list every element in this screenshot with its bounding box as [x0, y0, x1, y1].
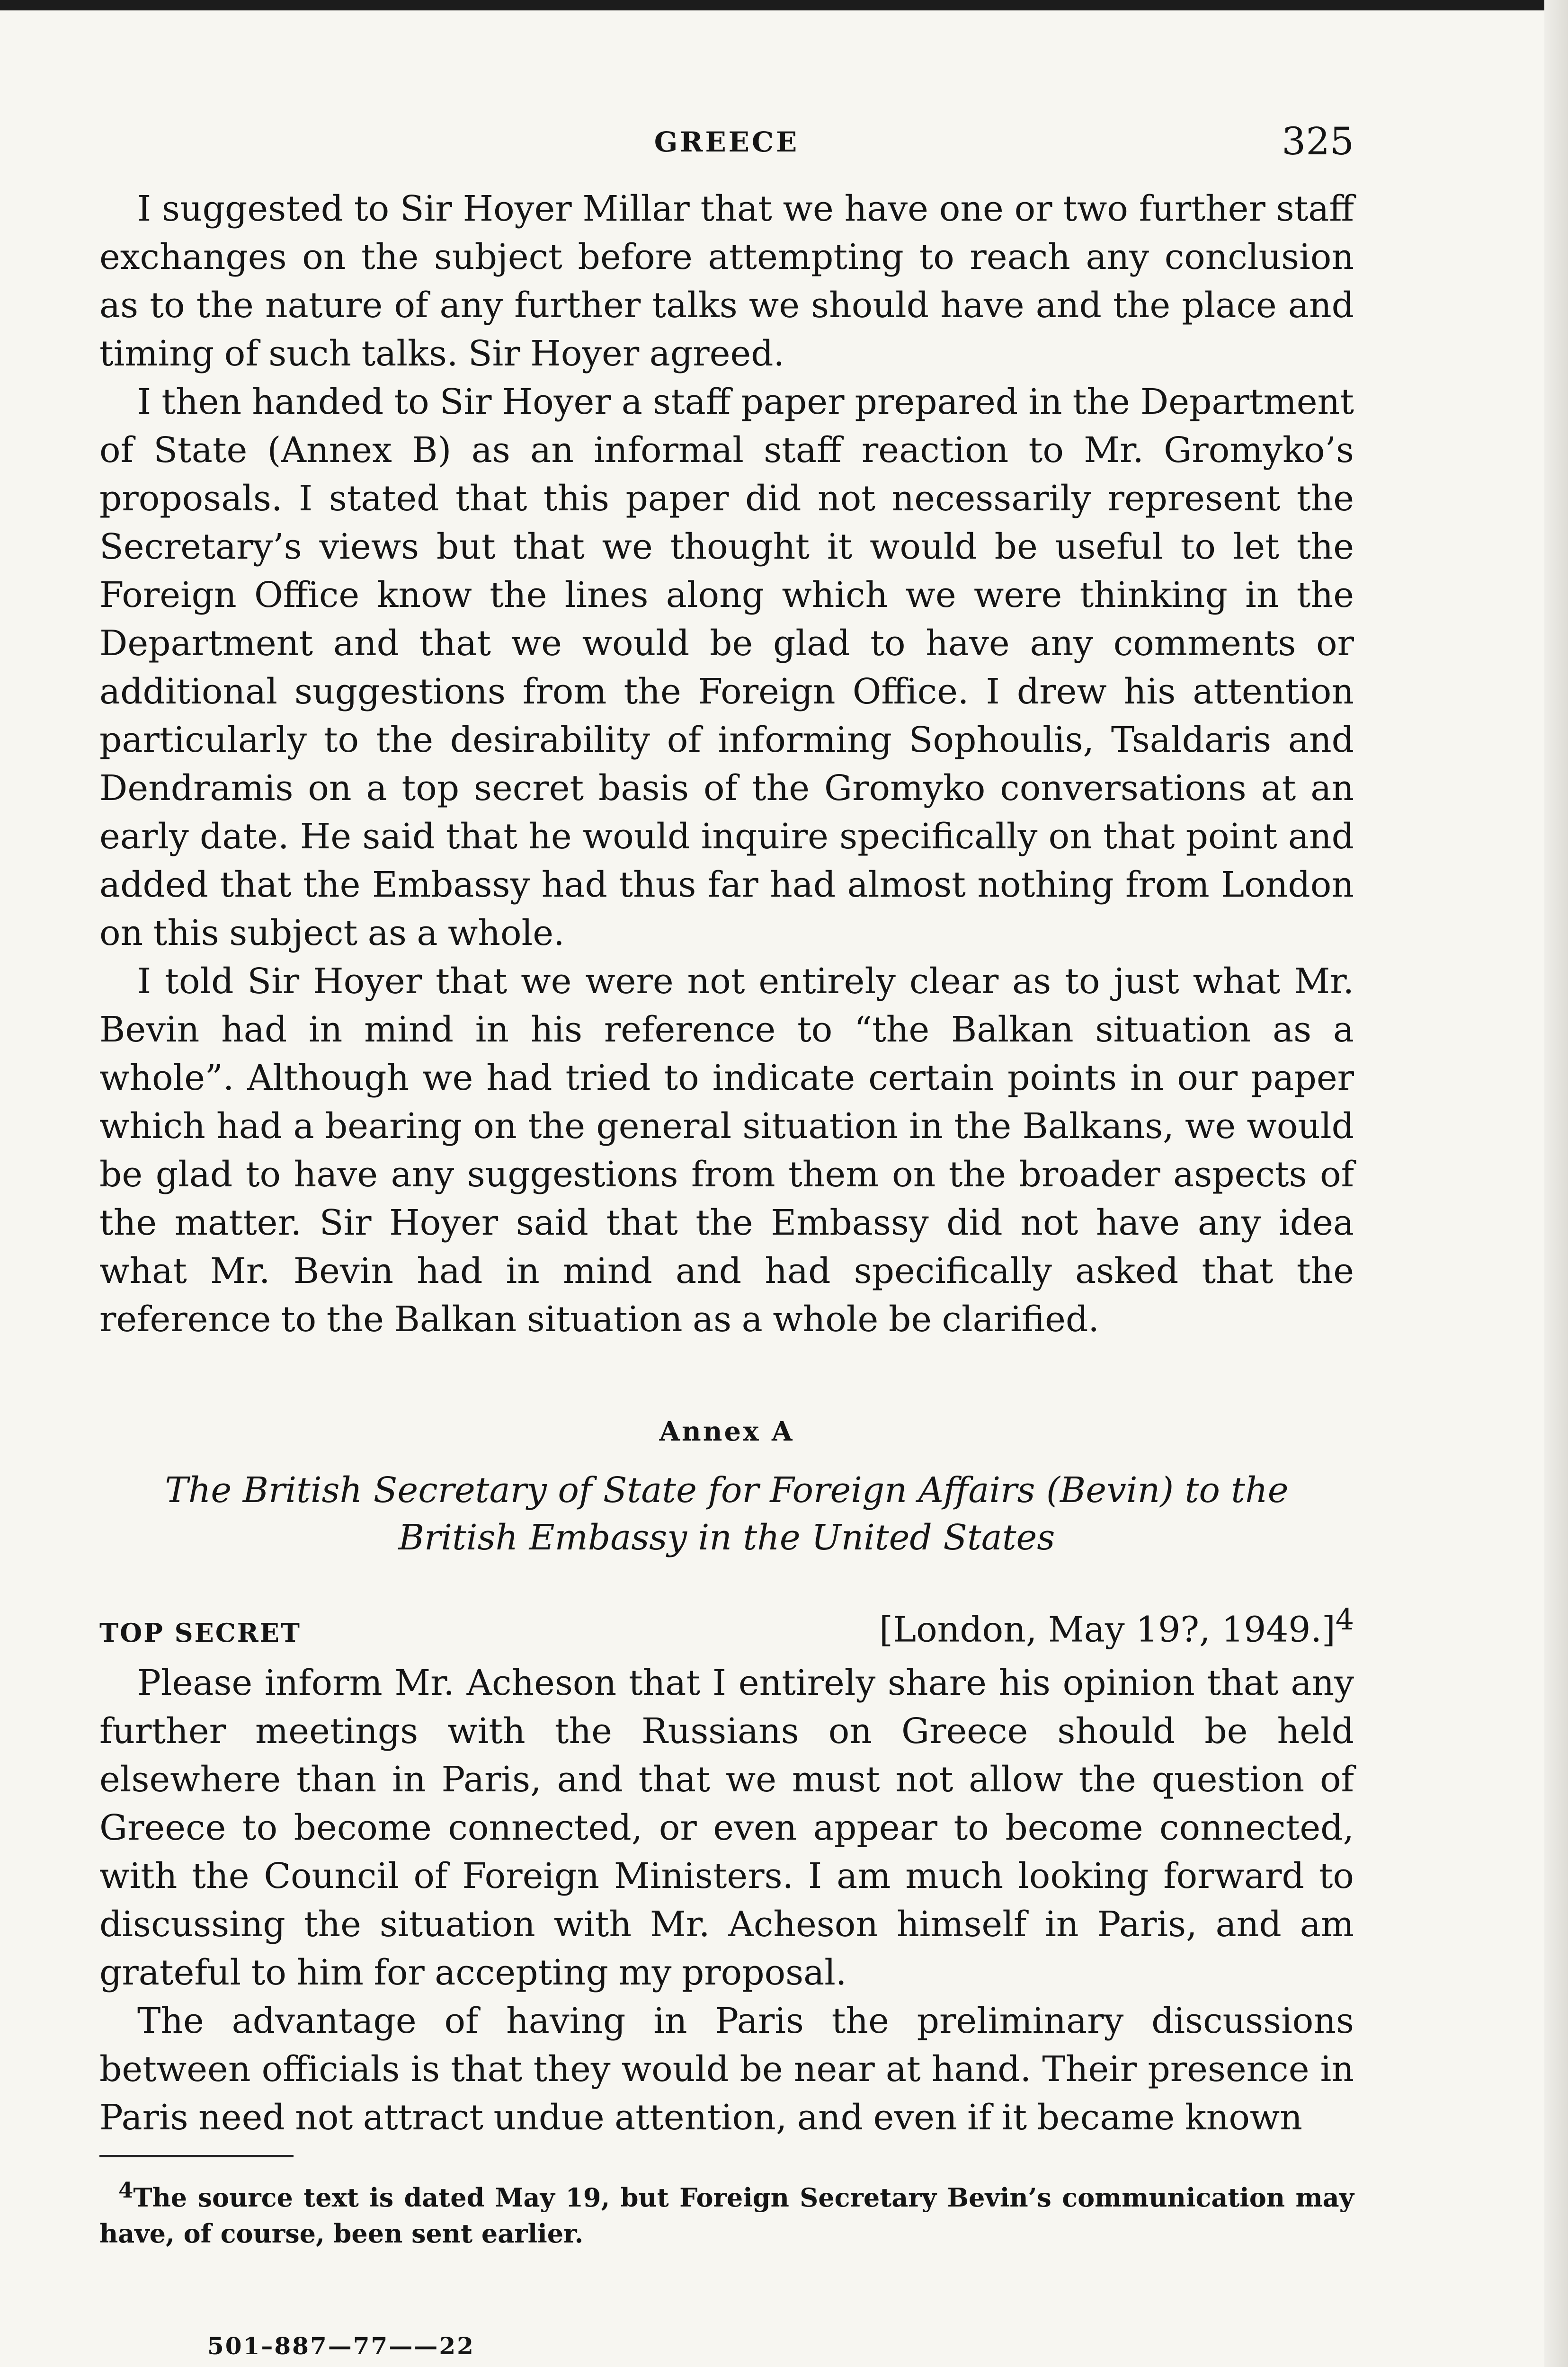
document-heading: The British Secretary of State for Foreign Affairs (Bevin) to the British Embassy in the United States: [165, 1470, 1289, 1558]
footnote-divider: [99, 2155, 294, 2157]
dateline: [879, 1595, 1354, 1654]
footnote-marker: 4: [118, 2177, 134, 2203]
body-paragraph-2: I then handed to Sir Hoyer a staff paper prepared in the Department of State (Annex B) as an informal staff reaction to Mr. Gromyko’s proposals. I stated that this paper did not necessarily represent the Secretary’s views but that we thought it would be useful to let the Foreign Office know the lines along which we were thinking in the Department and that we would be glad to have any comments or additional suggestions from the Foreign Office. I drew his attention particularly to the desirability of informing Sophoulis, Tsaldaris and Dendramis on a top secret basis of the Gromyko conversations at an early date. He said that he would inquire specifically on that point and added that the Embassy had thus far had almost nothing from London on this subject as a whole.: [99, 382, 1354, 953]
running-head: [99, 109, 1354, 185]
top-edge-rule: [0, 0, 1568, 10]
footnote-reference: 4: [1335, 1602, 1354, 1637]
classification-label: TOP SECRET: [99, 1617, 301, 1648]
annex-paragraph-1: Please inform Mr. Acheson that I entirely share his opinion that any further meetings with the Russians on Greece should be held elsewhere than in Paris, and that we must not allow the question of Greece to become connected, or even appear to become connected, with the Council of Foreign Ministers. I am much looking forward to discussing the situation with Mr. Acheson himself in Paris, and am grateful to him for accepting my proposal.: [99, 1662, 1354, 1993]
document-header-row: [99, 1595, 1354, 1657]
footnote: [99, 2172, 1354, 2251]
footnote-text: The source text is dated May 19, but Foreign Secretary Bevin’s communication may have, of course, been sent earlier.: [99, 2182, 1354, 2249]
page-edge-shadow: [1544, 0, 1568, 2367]
annex-paragraph-2: The advantage of having in Paris the preliminary discussions between officials is that they would be near at hand. Their presence in Paris need not attract undue attention, and even if it became known: [99, 2000, 1354, 2138]
dateline-text: [London, May 19?, 1949.]: [879, 1609, 1336, 1650]
annex-label: Annex A: [659, 1416, 794, 1447]
body-paragraph-3: I told Sir Hoyer that we were not entirely clear as to just what Mr. Bevin had in mind in his reference to “the Balkan situation as a whole”. Although we had tried to indicate certain points in our paper which had a bearing on the general situation in the Balkans, we would be glad to have any suggestions from them on the broader aspects of the matter. Sir Hoyer said that the Embassy did not have any idea what Mr. Bevin had in mind and had specifically asked that the reference to the Balkan situation as a whole be clarified.: [99, 961, 1354, 1340]
body-paragraph-1: I suggested to Sir Hoyer Millar that we have one or two further staff exchanges on the subject before attempting to reach any conclusion as to the nature of any further talks we should have and the place and timing of such talks. Sir Hoyer agreed.: [99, 188, 1354, 374]
print-code: 501–887—77——22: [207, 2331, 475, 2360]
running-title: GREECE: [654, 126, 800, 158]
book-page: [99, 109, 1354, 2360]
page-number: 325: [1282, 119, 1354, 163]
